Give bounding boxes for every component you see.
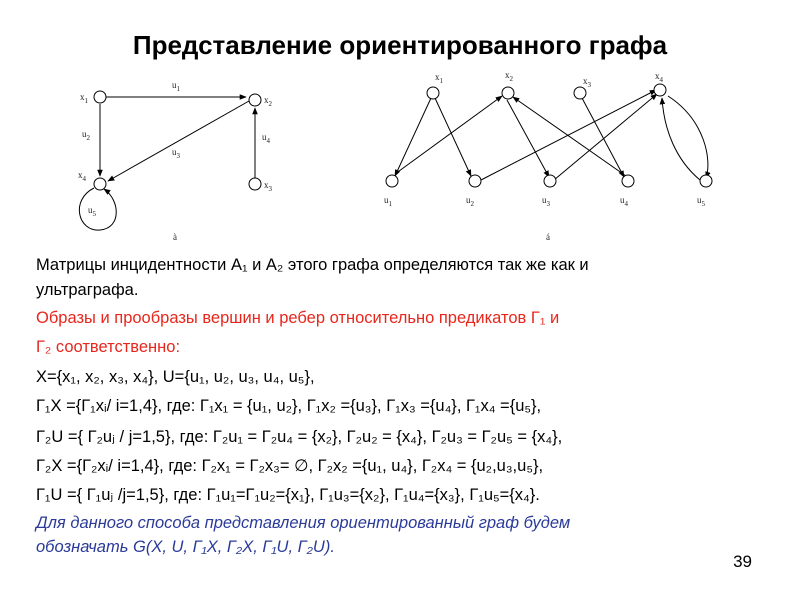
text-line-6: Г₁X ={Г₁xᵢ/ i=1,4}, где: Г₁x₁ = {u₁, u₂}, Г₁x₂ ={u₃}, Г₁x₃ ={u₄}, Г₁x₄ ={u₅},	[36, 397, 542, 415]
page-number: 39	[733, 552, 752, 571]
node-b-u5	[700, 175, 712, 187]
text-line-10: Для данного способа представления ориентированный граф будем	[36, 514, 571, 532]
node-b-u3	[544, 175, 556, 187]
node-x1	[94, 91, 106, 103]
node-b-x3	[574, 87, 586, 99]
label-u4: $u_4$	[262, 132, 270, 145]
label-b-x2: $x_2$	[505, 70, 513, 83]
text-line-11: обозначать G(X, U, Г₁X, Г₂X, Г₁U, Г₂U).	[36, 538, 335, 556]
label-x3: $x_3$	[264, 180, 272, 193]
caption-a: à	[173, 232, 177, 242]
edge-u5	[79, 188, 116, 230]
label-b-u4: $u_4$	[620, 195, 628, 208]
arc-u4-x2	[513, 97, 626, 176]
graph-b	[386, 84, 712, 187]
arc-u2-x4	[481, 90, 656, 180]
node-b-x1	[427, 87, 439, 99]
text-line-2: ультраграфа.	[36, 281, 139, 299]
label-x2: $x_2$	[264, 95, 272, 108]
node-b-x2	[502, 87, 514, 99]
node-b-u1	[386, 175, 398, 187]
text-line-4: Г₂ соответственно:	[36, 338, 181, 356]
caption-b: á	[546, 232, 550, 242]
node-b-x4	[654, 84, 666, 96]
text-line-9: Г₁U ={ Г₁uⱼ /j=1,5}, где: Г₁u₁=Г₁u₂={x₁}, Г₁u₃={x₂}, Г₁u₄={x₃}, Г₁u₅={x₄}.	[36, 486, 540, 504]
text-line-8: Г₂X ={Г₂xᵢ/ i=1,4}, где: Г₂x₁ = Г₂x₃= ∅, Г₂x₂ ={u₁, u₄}, Г₂x₄ = {u₂,u₃,u₅},	[36, 457, 544, 475]
label-b-x1: $x_1$	[435, 72, 443, 85]
label-b-u1: $u_1$	[384, 195, 392, 208]
arc-x4-u5	[668, 96, 708, 178]
text-line-5: X={x₁, x₂, x₃, x₄}, U={u₁, u₂, u₃, u₄, u₅},	[36, 368, 315, 386]
arc-x1-u2	[435, 98, 471, 176]
slide-title: Представление ориентированного графа	[132, 30, 668, 60]
label-u2: $u_2$	[82, 129, 90, 142]
arc-u1-x2	[395, 96, 502, 174]
label-b-u2: $u_2$	[466, 195, 474, 208]
node-b-u2	[469, 175, 481, 187]
graph-figures	[0, 0, 800, 250]
node-x3	[249, 178, 261, 190]
node-x2	[249, 94, 261, 106]
label-u1: $u_1$	[172, 80, 180, 93]
label-x1: $x_1$	[80, 92, 88, 105]
label-b-u3: $u_3$	[542, 195, 550, 208]
label-u3: $u_3$	[172, 147, 180, 160]
label-b-u5: $u_5$	[697, 195, 705, 208]
label-u5: $u_5$	[88, 205, 96, 218]
graph-a	[78, 80, 273, 242]
node-x4	[94, 178, 106, 190]
text-line-1: Матрицы инцидентности A₁ и A₂ этого графа определяются так же как и	[36, 256, 589, 274]
edge-u3	[108, 101, 249, 181]
label-x4: $x_4$	[78, 170, 86, 183]
arc-x2-u3	[507, 100, 549, 177]
text-line-7: Г₂U ={ Г₂uⱼ / j=1,5}, где: Г₂u₁ = Г₂u₄ = {x₂}, Г₂u₂ = {x₄}, Г₂u₃ = Г₂u₅ = {x₄},	[36, 428, 563, 446]
text-line-3: Образы и прообразы вершин и ребер относительно предикатов Г₁ и	[36, 309, 560, 327]
node-b-u4	[622, 175, 634, 187]
label-b-x4: $x_4$	[655, 71, 663, 84]
label-b-x3: $x_3$	[583, 76, 591, 89]
arc-x1-u1	[395, 98, 431, 176]
arc-u5-x4	[662, 98, 700, 180]
